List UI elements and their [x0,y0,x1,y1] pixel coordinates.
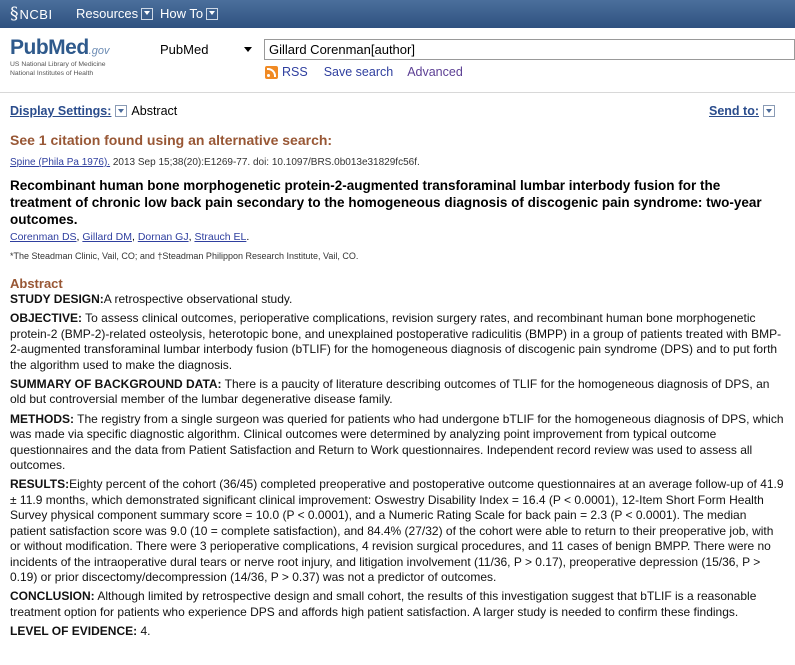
database-select[interactable] [155,39,259,59]
section-text: Eighty percent of the cohort (36/45) completed preoperative and postoperative outcome questionnaires at an average follow-up of 41.9 ± 11.9 months, which demonstrated significant clinical improvement: Oswestry Disability Index = 16.4 (P < 0.0001), 12-Item Short Form Health Survey physical component summary score = 10.0 (P < 0.0001), and a Numeric Rating Scale for back pain = 2.3 (P < 0.0001). The median patient satisfaction score was 9.0 (10 = complete satisfaction), and 84.4% (27/32) of the cohort were able to return to their preoperative job, with or without modification. There were 3 perioperative complications, 4 revision surgical procedures, and 11 cases of benign BMPP. There were no incidents of the intraoperative dural tears or nerve root injury, and litigation involvement (11/36, P > 0.17), preoperative depression (15/36, P > 0.19) or prior discectomy/decompression (14/36, P > 0.37) was not a predictor of outcomes. [10,477,784,584]
section-label: RESULTS: [10,477,70,492]
abstract-section [10,589,785,620]
send-to [709,104,779,118]
section-label: SUMMARY OF BACKGROUND DATA: [10,377,222,392]
section-text: A retrospective observational study. [103,292,293,306]
howto-menu[interactable] [160,6,218,21]
logo-sub-nih: National Institutes of Health [10,70,94,77]
section-text: Although limited by retrospective design and small cohort, the results of this investigation suggest that bTLIF is a reasonable treatment option for patients who experience DPS and affords high patient satisfaction. A larger study is needed to confirm these findings. [10,589,757,619]
send-to-link[interactable]: Send to: [709,104,759,118]
pubmed-logo[interactable] [10,36,109,78]
ncbi-helix-icon: § [10,4,17,24]
rss-link[interactable]: RSS [282,65,308,79]
logo-gov: .gov [88,45,110,57]
citation-details: 2013 Sep 15;38(20):E1269-77. doi: 10.1097/BRS.0b013e31829fc56f. [110,157,420,168]
section-label: LEVEL OF EVIDENCE: [10,624,138,639]
affiliation: *The Steadman Clinic, Vail, CO; and †Steadman Philippon Research Institute, Vail, CO. [10,251,359,261]
abstract-section [10,624,785,639]
section-text: To assess clinical outcomes, perioperative complications, revision surgery rates, and recombinant human bone morphogenetic protein-2 (BMP-2)-related osteolysis, heterotopic bone, and unexplained postoperative radiculitis (BMPP) in a group of patients treated with BMP-2-augmented transforaminal lumbar interbody fusion (bTLIF) for the homogeneous diagnosis of discogenic pain syndrome (DPS) and to put forth the algorithm used to make the diagnosis. [10,311,782,372]
resources-label: Resources [76,6,139,21]
search-links [265,65,463,79]
database-value: PubMed [160,42,209,57]
logo-sub-nlm: US National Library of Medicine [10,61,106,68]
section-label: CONCLUSION: [10,589,95,604]
section-text: 4. [140,624,151,639]
advanced-link[interactable]: Advanced [407,65,463,79]
ncbi-logo-text: NCBI [19,6,53,22]
author-link[interactable]: Gillard DM [82,231,132,243]
header-divider [0,92,795,93]
section-label: METHODS: [10,411,74,426]
display-settings-link[interactable]: Display Settings: [10,104,112,118]
abstract-body [10,292,785,644]
display-format: Abstract [131,104,178,118]
author-list: Corenman DS, Gillard DM, Dornan GJ, Strauch EL. [10,231,250,243]
section-label: STUDY DESIGN: [10,292,104,306]
author-link[interactable]: Strauch EL [194,231,247,243]
chevron-down-icon [206,8,218,20]
rss-icon[interactable] [265,66,278,79]
logo-med: Med [48,36,89,59]
ncbi-top-bar [0,0,795,28]
search-input[interactable] [264,39,795,60]
chevron-down-icon [141,8,153,20]
chevron-down-icon[interactable] [115,105,127,117]
pubmed-header [0,28,795,90]
save-search-link[interactable]: Save search [323,65,394,79]
abstract-section [10,412,785,474]
abstract-section [10,477,785,585]
dropdown-arrow-icon [244,47,252,52]
author-link[interactable]: Dornan GJ [137,231,189,243]
author-link[interactable]: Corenman DS [10,231,77,243]
section-text: The registry from a single surgeon was queried for patients who had undergone bTLIF for the homogeneous diagnosis of DPS, which was made via specific diagnostic algorithm. Clinical outcomes were determined by analyzing point improvement from typical outcome questionnaires and the data from Patient Satisfaction and Return to Work questionnaires. Independent record review was used to assess all outcomes. [10,411,784,473]
abstract-section [10,311,785,373]
article-title: Recombinant human bone morphogenetic protein-2-augmented transforaminal lumbar interbody fusion for the treatment of chronic low back pain secondary to the homogeneous diagnosis of discogenic pain syndrome: two-year outcomes. [10,178,762,227]
citation [10,157,420,168]
chevron-down-icon[interactable] [763,105,775,117]
resources-menu[interactable] [76,6,153,21]
alt-search-notice: See 1 citation found using an alternative search: [10,132,333,148]
journal-link[interactable]: Spine (Phila Pa 1976). [10,157,111,168]
abstract-section [10,292,785,307]
ncbi-logo[interactable] [10,5,53,23]
logo-pub: Pub [10,36,49,59]
abstract-heading: Abstract [10,276,63,291]
section-text: There is a paucity of literature describing outcomes of TLIF for the homogeneous diagnosis of DPS, an old but controversial member of the lumbar degenerative disease family. [10,377,770,407]
display-settings [10,104,177,118]
howto-label: How To [160,6,204,21]
abstract-section [10,377,785,408]
section-label: OBJECTIVE: [10,311,83,326]
